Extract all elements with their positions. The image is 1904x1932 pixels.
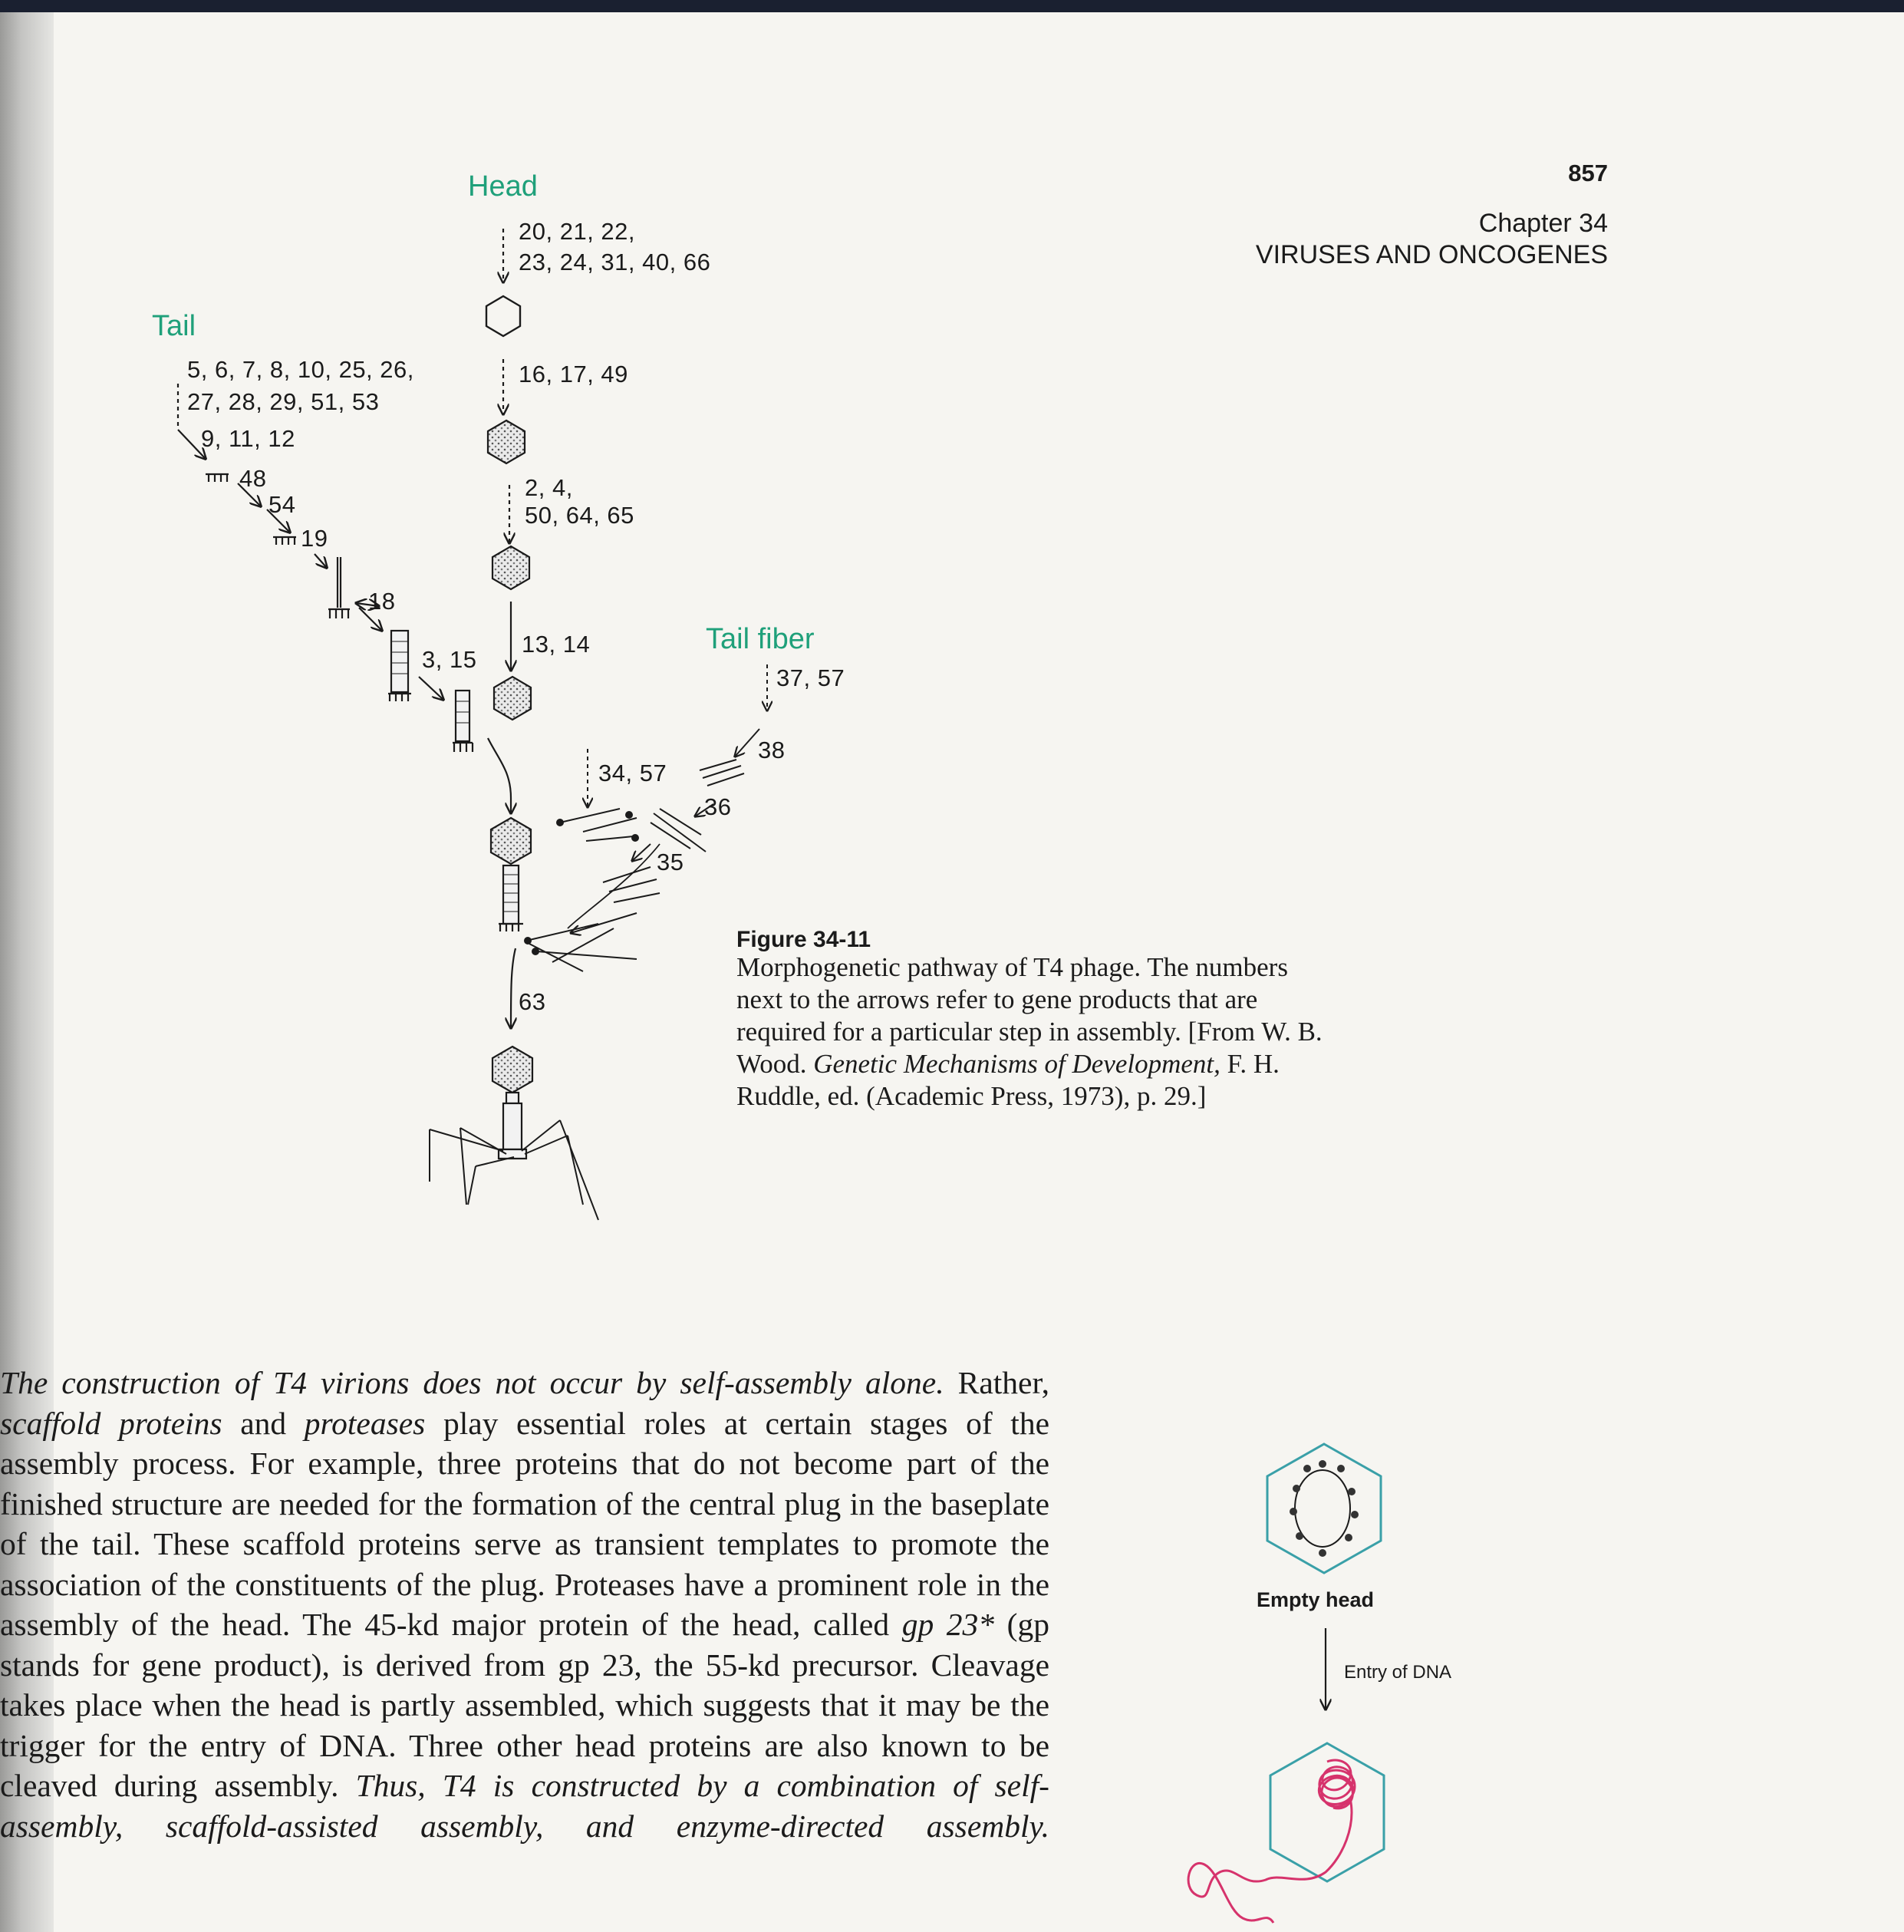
gene-label-fiber-4: 36 xyxy=(704,793,732,820)
gene-label-tail-3: 48 xyxy=(239,465,267,492)
gene-label-tail-1a: 5, 6, 7, 8, 10, 25, 26, xyxy=(187,356,414,383)
gene-label-head-2: 16, 17, 49 xyxy=(519,361,628,387)
filled-head-hexagon xyxy=(1270,1743,1384,1881)
gene-label-fiber-2: 38 xyxy=(758,737,786,763)
gene-label-tail-4: 54 xyxy=(268,491,296,518)
gene-label-tail-6: 18 xyxy=(368,588,396,615)
gene-label-head-3b: 50, 64, 65 xyxy=(525,502,634,529)
entry-of-dna-label: Entry of DNA xyxy=(1344,1662,1452,1683)
gene-label-head-3a: 2, 4, xyxy=(525,474,573,501)
body-lead-italic: The construction of T4 virions does not occur by self-assembly alone. xyxy=(0,1365,944,1400)
gene-label-tail-7: 3, 15 xyxy=(422,646,477,673)
gene-label-tail-2: 9, 11, 12 xyxy=(201,425,295,452)
caption-text-2: F. H. Ruddle, ed. (Academic Press, 1973), p. 29.] xyxy=(736,1049,1280,1111)
gene-label-head-1b: 23, 24, 31, 40, 66 xyxy=(519,249,711,275)
gene-label-final: 63 xyxy=(519,988,546,1015)
body-term-gp23: gp 23* xyxy=(901,1607,995,1642)
gene-label-fiber-1: 37, 57 xyxy=(776,664,845,691)
empty-head-label: Empty head xyxy=(1257,1588,1375,1611)
label-head: Head xyxy=(468,170,538,203)
body-text-d: (gp stands for gene product), is derived from gp 23, the 55-kd precursor. Cleavage takes place when the head is partly assembled, which suggests that it may be the trigger for the entry of DNA. Three other head proteins are also known to be cleaved during assembly. xyxy=(0,1607,1049,1803)
body-text-a: Rather, xyxy=(944,1365,1049,1400)
body-text-c: play essential roles at certain stages of the assembly process. For example, three proteins that do not become part of the finished structure are needed for the formation of the central plug in the baseplate of the tail. These scaffold proteins serve as transient templates to promote the association of the constituents of the plug. Proteases have a prominent role in the assembly of the head. The 45-kd major protein of the head, called xyxy=(0,1405,1050,1642)
gene-label-tail-1b: 27, 28, 29, 51, 53 xyxy=(187,388,380,415)
body-conclusion-italic: Thus, T4 is constructed by a combination of self-assembly, scaffold-assisted assembly, and enzyme-directed assembly. xyxy=(0,1768,1049,1844)
gene-label-tail-5: 19 xyxy=(301,525,328,552)
caption-book-title: Genetic Mechanisms of Development, xyxy=(813,1049,1220,1079)
gene-label-head-1a: 20, 21, 22, xyxy=(519,218,636,245)
body-term-scaffold: scaffold proteins xyxy=(0,1405,222,1441)
figure-caption-title: Figure 34-11 xyxy=(736,927,871,952)
gene-label-head-4: 13, 14 xyxy=(522,631,591,658)
chapter-title: VIRUSES AND ONCOGENES xyxy=(1255,240,1608,269)
label-tail-fiber: Tail fiber xyxy=(706,623,815,655)
chapter-number: Chapter 34 xyxy=(1478,209,1608,238)
body-term-proteases: proteases xyxy=(304,1405,426,1441)
page-number: 857 xyxy=(1568,160,1608,186)
gene-label-fiber-5: 35 xyxy=(657,849,684,875)
label-tail: Tail xyxy=(152,310,196,342)
dna-coil xyxy=(1188,1760,1355,1923)
gene-label-fiber-3: 34, 57 xyxy=(598,760,667,786)
body-text-b: and xyxy=(222,1405,305,1441)
caption-text-1: Morphogenetic pathway of T4 phage. The numbers next to the arrows refer to gene products that are required for a particular step in assembly. [From W. B. Wood. xyxy=(736,952,1323,1079)
